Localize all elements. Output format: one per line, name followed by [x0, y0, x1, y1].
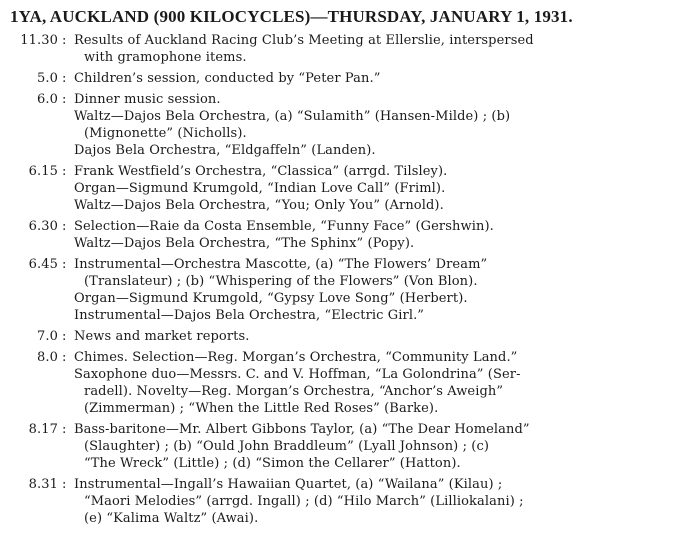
- entry-time: 8.0: [37, 350, 58, 365]
- program-entry: [10, 476, 696, 527]
- entry-line: Instrumental—Ingall’s Hawaiian Quartet, (a) “Wailana” (Kilau) ;: [74, 477, 503, 492]
- entry-time: 8.31: [28, 477, 58, 492]
- program-entry: [10, 163, 696, 214]
- program-entry: [10, 421, 696, 472]
- entry-line: (e) “Kalima Waltz” (Awai).: [84, 511, 259, 526]
- time-separator: :: [62, 422, 67, 437]
- time-separator: :: [62, 33, 67, 48]
- entry-line: Organ—Sigmund Krumgold, “Gypsy Love Song” (Herbert).: [74, 291, 468, 306]
- program-entry: [10, 91, 696, 159]
- entry-line: “The Wreck” (Little) ; (d) “Simon the Cellarer” (Hatton).: [84, 456, 461, 471]
- entry-time: 7.0: [37, 329, 58, 344]
- entry-line: (Zimmerman) ; “When the Little Red Roses” (Barke).: [84, 401, 439, 416]
- entry-line: Selection—Raie da Costa Ensemble, “Funny Face” (Gershwin).: [74, 219, 494, 234]
- entry-time: 5.0: [37, 71, 58, 86]
- entry-line: Waltz—Dajos Bela Orchestra, “The Sphinx” (Popy).: [74, 236, 415, 251]
- page-title: 1YA, AUCKLAND (900 KILOCYCLES)—THURSDAY, JANUARY 1, 1931.: [10, 7, 573, 26]
- entry-line: with gramophone items.: [84, 50, 247, 65]
- time-separator: :: [62, 219, 67, 234]
- entry-time: 8.17: [28, 422, 58, 437]
- entry-line: (Slaughter) ; (b) “Ould John Braddleum” (Lyall Johnson) ; (c): [84, 439, 490, 454]
- program-entry: [10, 349, 696, 417]
- entry-time: 6.30: [28, 219, 58, 234]
- program-entry: [10, 70, 696, 87]
- entry-line: Chimes. Selection—Reg. Morgan’s Orchestra, “Community Land.”: [74, 350, 518, 365]
- time-separator: :: [62, 477, 67, 492]
- entry-line: Waltz—Dajos Bela Orchestra, (a) “Sulamith” (Hansen-Milde) ; (b): [74, 109, 511, 124]
- time-separator: :: [62, 257, 67, 272]
- program-entry: [10, 328, 696, 345]
- time-separator: :: [62, 350, 67, 365]
- entry-line: Waltz—Dajos Bela Orchestra, “You; Only You” (Arnold).: [74, 198, 444, 213]
- entry-line: radell). Novelty—Reg. Morgan’s Orchestra, “Anchor’s Aweigh”: [84, 384, 504, 399]
- entry-line: Instrumental—Dajos Bela Orchestra, “Electric Girl.”: [74, 308, 425, 323]
- entry-line: Organ—Sigmund Krumgold, “Indian Love Call” (Friml).: [74, 181, 446, 196]
- entry-line: Children’s session, conducted by “Peter Pan.”: [74, 71, 381, 86]
- time-separator: :: [62, 164, 67, 179]
- entry-line: Results of Auckland Racing Club’s Meeting at Ellerslie, interspersed: [74, 33, 534, 48]
- entry-line: “Maori Melodies” (arrgd. Ingall) ; (d) “Hilo March” (Lilliokalani) ;: [84, 494, 524, 509]
- program-entry: [10, 218, 696, 252]
- entry-line: (Translateur) ; (b) “Whispering of the Flowers” (Von Blon).: [84, 274, 478, 289]
- entry-line: (Mignonette” (Nicholls).: [84, 126, 247, 141]
- time-separator: :: [62, 329, 67, 344]
- program-entry: [10, 256, 696, 324]
- entry-time: 6.15: [28, 164, 58, 179]
- time-separator: :: [62, 71, 67, 86]
- program-entry: [10, 32, 696, 66]
- entry-time: 6.45: [28, 257, 58, 272]
- entry-line: Frank Westfield’s Orchestra, “Classica” (arrgd. Tilsley).: [74, 164, 448, 179]
- entry-line: Dinner music session.: [74, 92, 221, 107]
- entry-line: Dajos Bela Orchestra, “Eldgaffeln” (Landen).: [74, 143, 376, 158]
- entry-time: 11.30: [20, 33, 58, 48]
- entry-line: News and market reports.: [74, 329, 250, 344]
- entry-line: Bass-baritone—Mr. Albert Gibbons Taylor, (a) “The Dear Homeland”: [74, 422, 530, 437]
- entry-line: Saxophone duo—Messrs. C. and V. Hoffman, “La Golondrina” (Ser-: [74, 367, 521, 382]
- entry-time: 6.0: [37, 92, 58, 107]
- time-separator: :: [62, 92, 67, 107]
- entry-line: Instrumental—Orchestra Mascotte, (a) “The Flowers’ Dream”: [74, 257, 488, 272]
